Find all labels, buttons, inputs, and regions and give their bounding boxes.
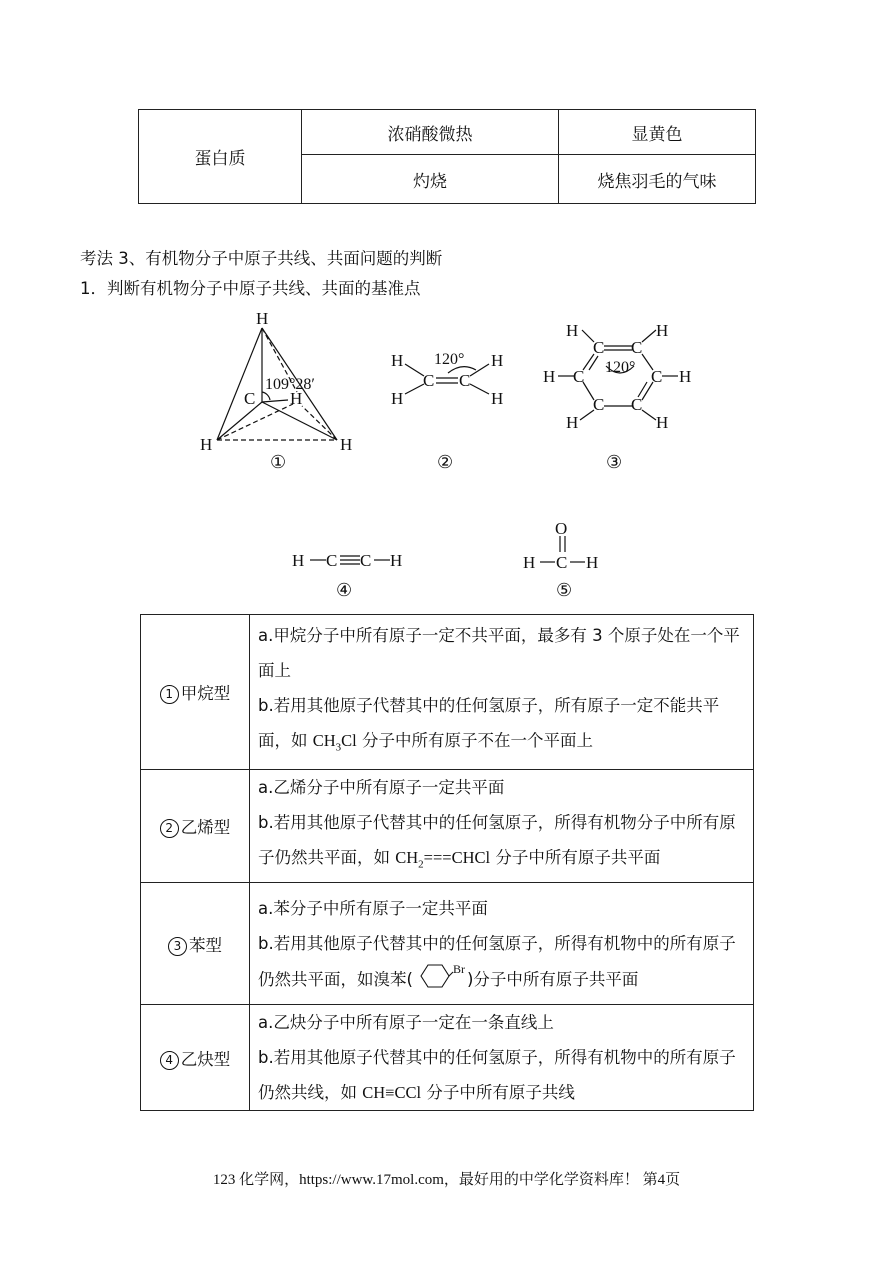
atom-label: H — [656, 321, 669, 340]
atom-label: H — [543, 367, 556, 386]
atom-label: H — [523, 553, 536, 572]
description-cell — [250, 615, 754, 770]
atom-label: O — [555, 519, 568, 538]
type-name: 乙炔型 — [180, 1049, 231, 1069]
atom-label: C — [244, 389, 256, 408]
type-cell — [141, 615, 250, 770]
atom-label: C — [631, 338, 643, 357]
protein-cell: 蛋白质 — [139, 110, 302, 204]
structure-number: ① — [270, 452, 287, 472]
bromobenzene-icon — [413, 961, 467, 991]
atom-label: C — [326, 551, 338, 570]
type-name: 乙烯型 — [180, 818, 231, 838]
atom-label: H — [656, 413, 669, 432]
atom-label: C — [593, 338, 605, 357]
atom-label: H — [256, 309, 269, 328]
svg-text:Br: Br — [452, 961, 465, 976]
structure-diagrams — [0, 300, 893, 610]
atom-label: C — [360, 551, 372, 570]
atom-label: H — [566, 321, 579, 340]
angle-label: 120° — [434, 351, 465, 368]
type-cell — [141, 770, 250, 883]
structure-number: ⑤ — [556, 580, 573, 600]
type-cell — [141, 1005, 250, 1111]
type-number: 4 — [160, 1051, 179, 1070]
structure-number: ③ — [606, 452, 623, 472]
page-footer: 123 化学网，https://www.17mol.com，最好用的中学化学资料库！ 第4页 — [212, 1172, 681, 1188]
type-number: 2 — [160, 819, 179, 838]
description-cell — [250, 770, 754, 883]
atom-label: H — [200, 435, 213, 454]
atom-label: C — [573, 367, 585, 386]
description-cell — [250, 1005, 754, 1111]
type-name: 苯型 — [189, 935, 222, 955]
structure-number: ② — [437, 452, 454, 472]
section-heading: 考法 3、有机物分子中原子共线、共面问题的判断 — [80, 249, 443, 268]
description-cell — [250, 883, 754, 1005]
atom-label: H — [391, 351, 404, 370]
atom-label: H — [391, 389, 404, 408]
type-number: 3 — [168, 937, 187, 956]
atom-label: H — [679, 367, 692, 386]
test-cell: 灼烧 — [302, 155, 559, 204]
atom-label: H — [586, 553, 599, 572]
rule-a: a.苯分子中所有原子一定共平面 — [258, 898, 488, 918]
atom-label: H — [292, 551, 305, 570]
atom-label: C — [556, 553, 568, 572]
rule-b: b.若用其他原子代替其中的任何氢原子，所得有机物分子中所有原子仍然共平面，如 $CH_2===CHCl$ 分子中所有原子共平面 — [258, 813, 736, 871]
atom-label: H — [340, 435, 353, 454]
atom-label: C — [423, 371, 435, 390]
atom-label: H — [290, 389, 303, 408]
result-cell: 烧焦羽毛的气味 — [559, 155, 756, 204]
structure-number: ④ — [336, 580, 353, 600]
rule-a: a.乙炔分子中所有原子一定在一条直线上 — [258, 1013, 554, 1033]
result-cell: 显黄色 — [559, 110, 756, 155]
sub-heading: 1．判断有机物分子中原子共线、共面的基准点 — [80, 279, 421, 298]
test-cell: 浓硝酸微热 — [302, 110, 559, 155]
coplanarity-table — [140, 614, 754, 1111]
angle-label: 120° — [605, 359, 636, 376]
atom-label: H — [566, 413, 579, 432]
atom-label: C — [631, 395, 643, 414]
atom-label: C — [459, 371, 471, 390]
rule-b: b.若用其他原子代替其中的任何氢原子，所得有机物中的所有原子仍然共线，如 CH≡CCl 分子中所有原子共线 — [258, 1048, 736, 1103]
atom-label: H — [491, 389, 504, 408]
type-name: 甲烷型 — [180, 684, 231, 703]
atom-label: C — [651, 367, 663, 386]
reaction-table — [138, 109, 756, 204]
atom-label: H — [491, 351, 504, 370]
rule-a: a.乙烯分子中所有原子一定共平面 — [258, 778, 505, 797]
rule-b: b.若用其他原子代替其中的任何氢原子，所得有机物中的所有原子仍然共平面，如溴苯( Br )分子中所有原子共平面 — [258, 933, 736, 989]
angle-label: 109°28′ — [265, 376, 315, 393]
rule-a: a.甲烷分子中所有原子一定不共平面，最多有 3 个原子处在一个平面上 — [258, 626, 740, 681]
atom-label: C — [593, 395, 605, 414]
atom-label: H — [390, 551, 403, 570]
type-cell — [141, 883, 250, 1005]
rule-b: b.若用其他原子代替其中的任何氢原子，所有原子一定不能共平面，如 $CH_3Cl$ 分子中所有原子不在一个平面上 — [258, 696, 720, 754]
type-number: 1 — [160, 685, 179, 704]
